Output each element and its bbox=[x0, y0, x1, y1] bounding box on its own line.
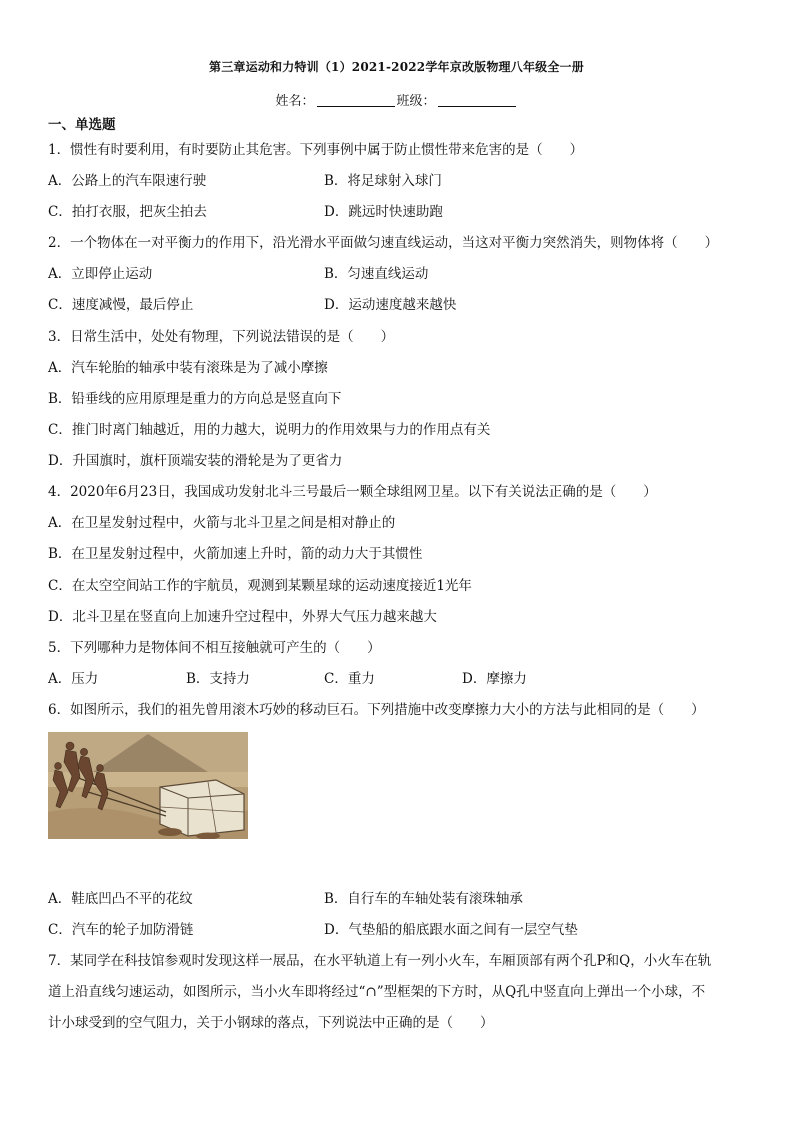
section-heading: 一、单选题 bbox=[48, 117, 116, 133]
question-6-option-c: C．汽车的轮子加防滑链 bbox=[48, 922, 194, 938]
question-5-option-d: D．摩擦力 bbox=[462, 671, 527, 687]
name-blank bbox=[317, 94, 395, 107]
question-2-stem: 2．一个物体在一对平衡力的作用下，沿光滑水平面做匀速直线运动，当这对平衡力突然消失，则物体将（ ） bbox=[48, 235, 719, 251]
question-4-stem: 4．2020年6月23日，我国成功发射北斗三号最后一颗全球组网卫星。以下有关说法正确的是（ ） bbox=[48, 484, 657, 500]
question-1-option-d: D．跳远时快速助跑 bbox=[324, 204, 443, 220]
question-7-line-2: 道上沿直线匀速运动，如图所示，当小火车即将经过“∩”型框架的下方时，从Q孔中竖直向上弹出一个小球，不 bbox=[48, 984, 706, 1000]
question-4-option-c: C．在太空空间站工作的宇航员，观测到某颗星球的运动速度接近1光年 bbox=[48, 578, 472, 594]
question-2-option-d: D．运动速度越来越快 bbox=[324, 297, 457, 313]
question-3-option-a: A．汽车轮胎的轴承中装有滚珠是为了减小摩擦 bbox=[48, 360, 328, 376]
question-6-option-a: A．鞋底凹凸不平的花纹 bbox=[48, 891, 193, 907]
rolling-logs-stone-figure bbox=[48, 732, 248, 839]
question-2-option-c: C．速度减慢，最后停止 bbox=[48, 297, 194, 313]
question-5-option-b: B．支持力 bbox=[186, 671, 250, 687]
class-label: 班级： bbox=[396, 94, 436, 109]
question-1-stem: 1．惯性有时要利用，有时要防止其危害。下列事例中属于防止惯性带来危害的是（ ） bbox=[48, 142, 584, 158]
question-6-option-b: B．自行车的车轴处装有滚珠轴承 bbox=[324, 891, 523, 907]
page-title: 第三章运动和力特训（1）2021-2022学年京改版物理八年级全一册 bbox=[209, 60, 584, 74]
question-3-option-b: B．铅垂线的应用原理是重力的方向总是竖直向下 bbox=[48, 391, 342, 407]
question-5-stem: 5．下列哪种力是物体间不相互接触就可产生的（ ） bbox=[48, 640, 381, 656]
question-3-option-d: D．升国旗时，旗杆顶端安装的滑轮是为了更省力 bbox=[48, 453, 343, 469]
question-7-line-3: 计小球受到的空气阻力，关于小钢球的落点，下列说法中正确的是（ ） bbox=[48, 1015, 494, 1031]
question-6-option-d: D．气垫船的船底跟水面之间有一层空气垫 bbox=[324, 922, 578, 938]
rolling-logs-illustration bbox=[48, 732, 248, 839]
question-4-option-b: B．在卫星发射过程中，火箭加速上升时，箭的动力大于其惯性 bbox=[48, 546, 423, 562]
question-7-line-1: 7．某同学在科技馆参观时发现这样一展品，在水平轨道上有一列小火车，车厢顶部有两个孔P和Q，小火车在轨 bbox=[48, 953, 712, 969]
student-info-line bbox=[0, 90, 793, 109]
question-3-option-c: C．推门时离门轴越近，用的力越大，说明力的作用效果与力的作用点有关 bbox=[48, 422, 491, 438]
question-2-option-b: B．匀速直线运动 bbox=[324, 266, 429, 282]
question-5-option-a: A．压力 bbox=[48, 671, 99, 687]
question-1-option-a: A．公路上的汽车限速行驶 bbox=[48, 173, 207, 189]
question-3-stem: 3．日常生活中，处处有物理，下列说法错误的是（ ） bbox=[48, 329, 395, 345]
class-blank bbox=[438, 94, 516, 107]
question-4-option-a: A．在卫星发射过程中，火箭与北斗卫星之间是相对静止的 bbox=[48, 515, 396, 531]
name-label: 姓名： bbox=[275, 94, 315, 109]
question-1-option-c: C．拍打衣服，把灰尘拍去 bbox=[48, 204, 207, 220]
question-4-option-d: D．北斗卫星在竖直向上加速升空过程中，外界大气压力越来越大 bbox=[48, 609, 437, 625]
question-2-option-a: A．立即停止运动 bbox=[48, 266, 153, 282]
question-1-option-b: B．将足球射入球门 bbox=[324, 173, 442, 189]
question-6-stem: 6．如图所示，我们的祖先曾用滚木巧妙的移动巨石。下列措施中改变摩擦力大小的方法与此相同的是（ ） bbox=[48, 702, 705, 718]
question-5-option-c: C．重力 bbox=[324, 671, 375, 687]
